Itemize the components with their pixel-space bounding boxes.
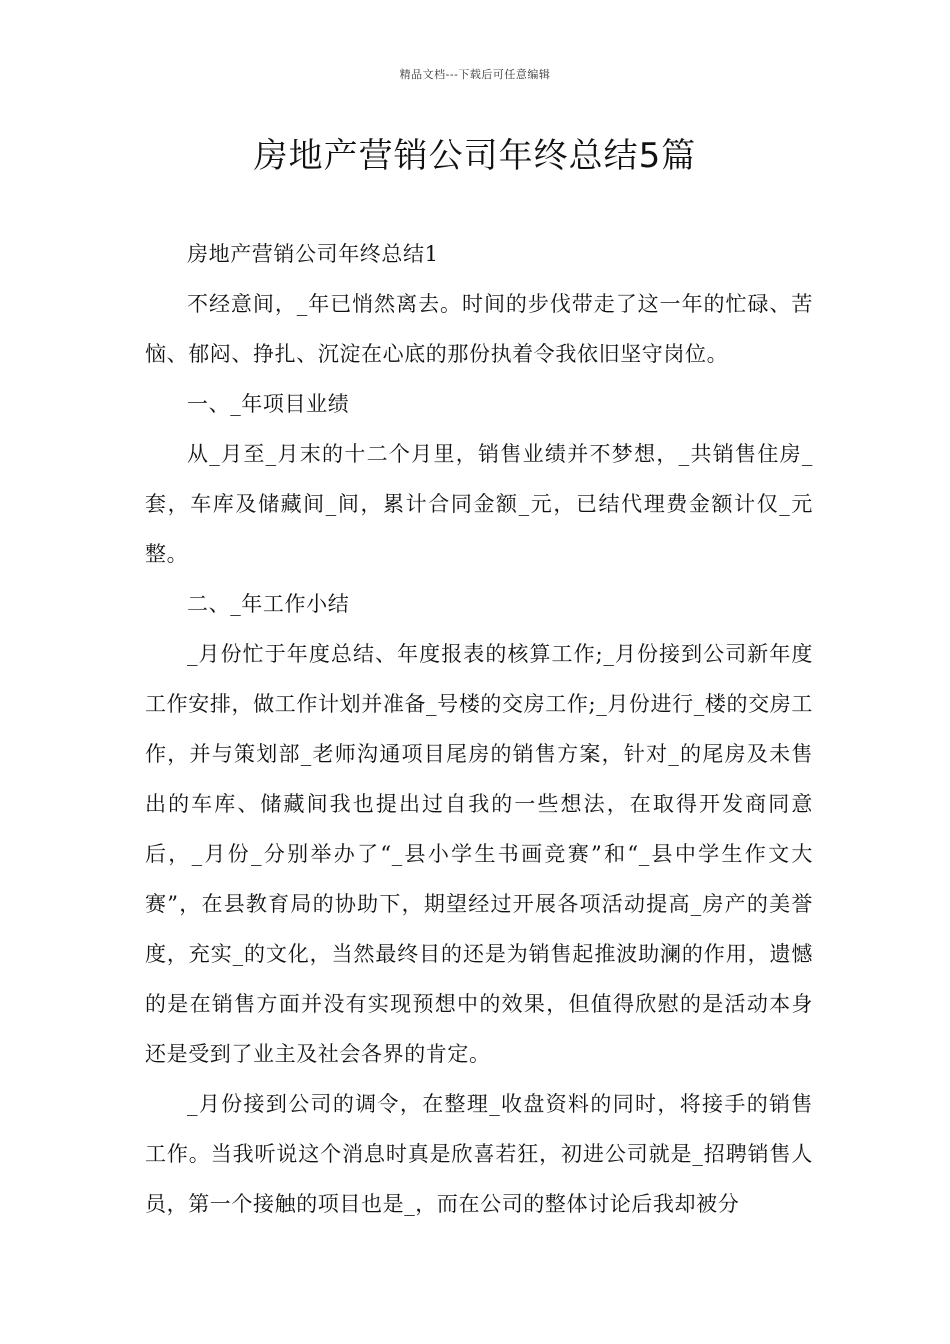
- section-heading: 房地产营销公司年终总结1: [187, 242, 439, 266]
- section-heading: 二、_年工作小结: [187, 592, 350, 616]
- paragraph: 从_月至_月末的十二个月里，销售业绩并不梦想，_共销售住房_套，车库及储藏间_间，累计合同金额_元，已结代理费金额计仅_元整。: [145, 442, 813, 566]
- paragraph: _月份忙于年度总结、年度报表的核算工作;_月份接到公司新年度工作安排，做工作计划并准备_号楼的交房工作;_月份进行_楼的交房工作，并与策划部_老师沟通项目尾房的销售方案，针对_的尾房及未售出的车库、储藏间我也提出过自我的一些想法，在取得开发商同意后，_月份_分别举办了“_县小学生书画竞赛”和“_县中学生作文大赛”，在县教育局的协助下，期望经过开展各项活动提高_房产的美誉度，充实_的文化，当然最终目的还是为销售起推波助澜的作用，遗憾的是在销售方面并没有实现预想中的效果，但值得欣慰的是活动本身还是受到了业主及社会各界的肯定。: [145, 642, 813, 1066]
- paragraph: 不经意间，_年已悄然离去。时间的步伐带走了这一年的忙碌、苦恼、郁闷、挣扎、沉淀在心底的那份执着令我依旧坚守岗位。: [145, 292, 813, 366]
- document-body: [145, 229, 813, 1229]
- document-title: 房地产营销公司年终总结5篇: [253, 136, 697, 176]
- header-note: 精品文档---下载后可任意编辑: [399, 68, 551, 81]
- section-heading: 一、_年项目业绩: [187, 392, 350, 416]
- paragraph: _月份接到公司的调令，在整理_收盘资料的同时，将接手的销售工作。当我听说这个消息时真是欣喜若狂，初进公司就是_招聘销售人员，第一个接触的项目也是_，而在公司的整体讨论后我却被分: [145, 1092, 813, 1216]
